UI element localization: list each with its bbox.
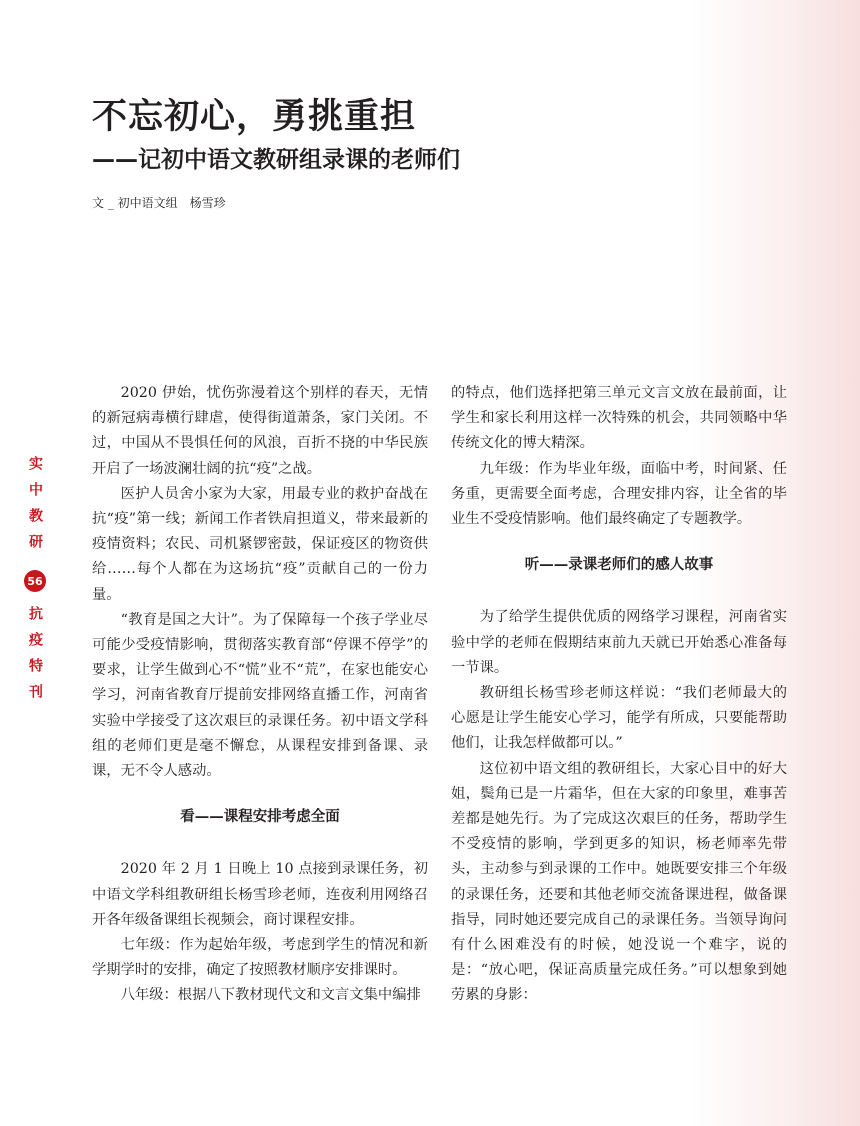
paragraph: 医护人员舍小家为大家，用最专业的救护奋战在抗“疫”第一线；新闻工作者铁肩担道义，带来最新的疫情资料；农民、司机紧锣密鼓，保证疫区的物资供给……每个人都在为这场抗“疫”贡献自己的一份力量。 [92,485,428,603]
section-sidebar [20,456,50,710]
section-heading: 看——课程安排考虑全面 [180,808,340,826]
left-column [92,381,428,1009]
section-heading: 听——录课老师们的感人故事 [524,556,714,574]
byline: 文 _ 初中语文组 杨雪珍 [92,196,226,210]
sidebar-issue-name: 抗疫特刊 [27,606,43,710]
right-column [451,381,787,1009]
page-number-badge: 56 [24,570,46,592]
paragraph: 2020 年 2 月 1 日晚上 10 点接到录课任务，初中语文学科组教研组长杨雪珍老师，连夜利用网络召开各年级备课组长视频会，商讨课程安排。 [92,861,428,928]
paragraph: 这位初中语文组的教研组长，大家心目中的好大姐，鬓角已是一片霜华，但在大家的印象里，难事苦差都是她先行。为了完成这次艰巨的任务，帮助学生不受疫情的影响，学到更多的知识，杨老师率先带头，主动参与到录课的工作中。她既要安排三个年级的录课任务，还要和其他老师交流备课进程，做备课指导，同时她还要完成自己的录课任务。当领导询问有什么困难没有的时候，她没说一个难字，说的是：“放心吧，保证高质量完成任务。”可以想象到她劳累的身影： [451,760,787,1004]
paragraph-continued: 的特点，他们选择把第三单元文言文放在最前面，让学生和家长利用这样一次特殊的机会，共同领略中华传统文化的博大精深。 [451,385,787,452]
paragraph: 为了给学生提供优质的网络学习课程，河南省实验中学的老师在假期结束前九天就已开始悉心准备每一节课。 [451,609,787,676]
article-title: 不忘初心，勇挑重担 [92,97,417,137]
paragraph: 2020 伊始，忧伤弥漫着这个别样的春天，无情的新冠病毒横行肆虐，使得街道萧条，家门关闭。不过，中国从不畏惧任何的风浪，百折不挠的中华民族开启了一场波澜壮阔的抗“疫”之战。 [92,385,428,477]
paragraph: 八年级：根据八下教材现代文和文言文集中编排 [120,987,421,1004]
paragraph: 七年级：作为起始年级，考虑到学生的情况和新学期学时的安排，确定了按照教材顺序安排课时。 [92,937,428,979]
paragraph: 九年级：作为毕业年级，面临中考，时间紧、任务重，更需要全面考虑，合理安排内容，让全省的毕业生不受疫情影响。他们最终确定了专题教学。 [451,460,787,528]
article-subtitle: ——记初中语文教研组录课的老师们 [92,147,460,173]
sidebar-section-name: 实中教研 [27,456,43,560]
paragraph: “教育是国之大计”。为了保障每一个孩子学业尽可能少受疫情影响，贯彻落实教育部“停课不停学”的要求，让学生做到心不“慌”业不“荒”，在家也能安心学习，河南省教育厅提前安排网络直播工作，河南省实验中学接受了这次艰巨的录课任务。初中语文学科组的老师们更是毫不懈怠，从课程安排到备课、录课，无不令人感动。 [92,611,428,780]
paragraph: 教研组长杨雪珍老师这样说：“我们老师最大的心愿是让学生能安心学习，能学有所成，只要能帮助他们，让我怎样做都可以。” [451,685,787,752]
